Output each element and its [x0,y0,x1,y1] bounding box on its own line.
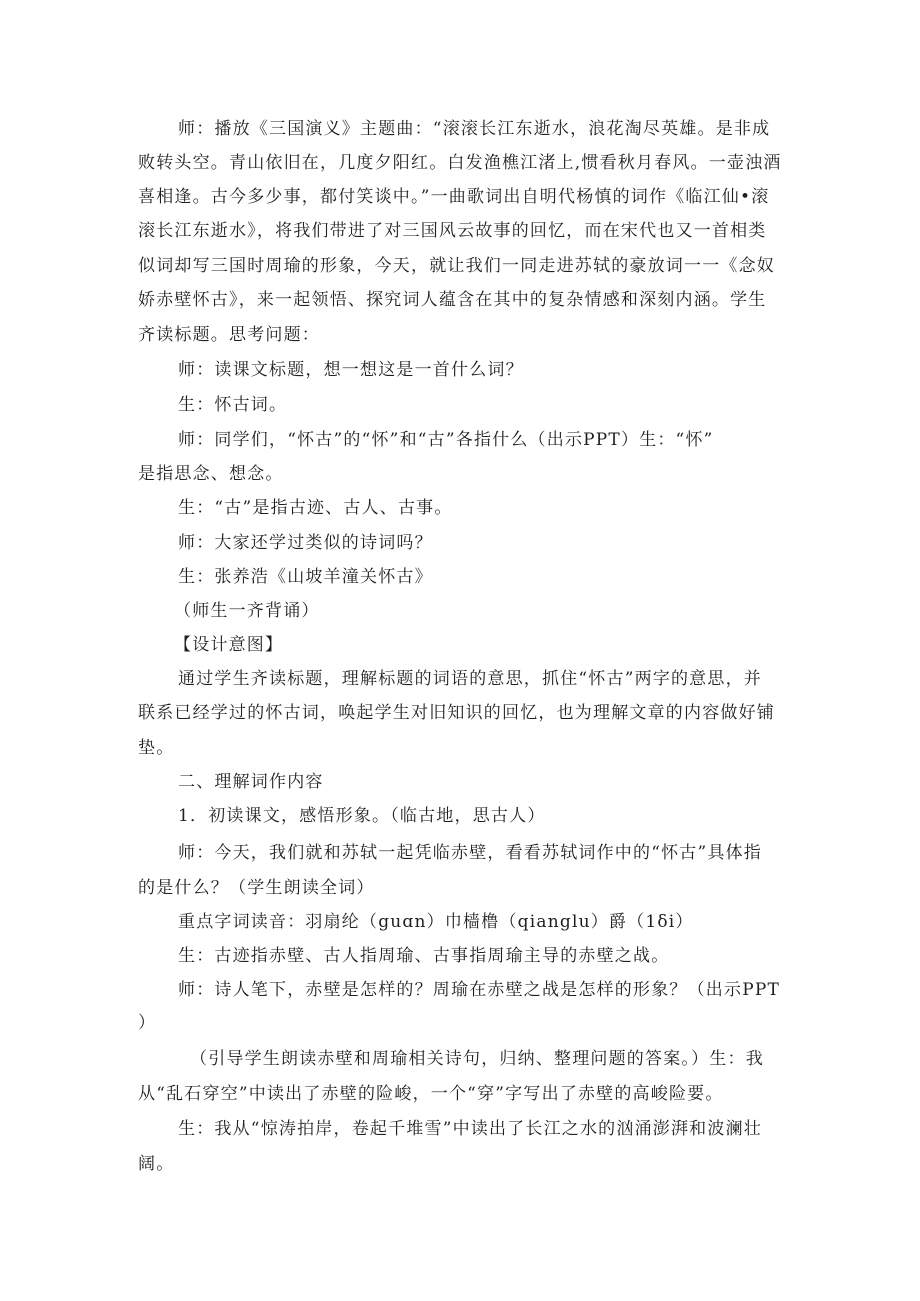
text-line: 败转头空。青山依旧在，几度夕阳红。白发渔樵江渚上,惯看秋月春风。一壶浊酒 [138,153,782,173]
text-line: 师：今天，我们就和苏轼一起凭临赤壁，看看苏轼词作中的“怀古”具体指 [178,843,762,863]
text-line: 从“乱石穿空”中读出了赤壁的险峻，一个“穿”字写出了赤壁的高峻险要。 [138,1084,724,1104]
text-line: 师：播放《三国演义》主题曲：“滚滚长江东逝水，浪花淘尽英雄。是非成 [178,119,771,139]
text-line: 生：我从“惊涛拍岸，卷起千堆雪”中读出了长江之水的汹涌澎湃和波澜壮 [178,1119,762,1139]
text-line: 喜相逢。古今多少事，都付笑谈中。”一曲歌词出自明代杨慎的词作《临江仙•滚 [138,187,770,207]
text-line: 联系已经学过的怀古词，唤起学生对旧知识的回忆，也为理解文章的内容做好铺 [138,703,775,723]
text-line: 通过学生齐读标题，理解标题的词语的意思，抓住“怀古”两字的意思，并 [178,669,762,689]
text-line: 娇赤壁怀古》，来一起领悟、探究词人蕴含在其中的复杂情感和深刻内涵。学生 [138,290,767,310]
text-line: 是指思念、想念。 [138,464,284,484]
text-line: 阔。 [138,1154,175,1174]
section-heading: 二、理解词作内容 [178,772,324,792]
text-line: 似词却写三国时周瑜的形象，今天，就让我们一同走进苏轼的豪放词一一《念奴 [138,256,775,276]
text-line: 师：同学们，“怀古”的“怀”和“古”各指什么（出示PPT）生：“怀” [178,430,714,450]
text-line: 生：怀古词。 [178,395,288,415]
text-line: 垫。 [138,738,175,758]
text-line: 师：诗人笔下，赤壁是怎样的？周瑜在赤壁之战是怎样的形象？（出示PPT [178,980,781,1000]
section-heading: 【设计意图】 [174,635,284,655]
text-line: 齐读标题。思考问题： [138,325,320,345]
text-line: 滚长江东逝水》，将我们带进了对三国风云故事的回忆，而在宋代也又一首相类 [138,221,767,241]
text-line: 重点字词读音：羽扇纶（guɑn）巾樯橹（qianglu）爵（1δi） [178,912,694,932]
text-line: （师生一齐背诵） [174,601,320,621]
text-line: 师：大家还学过类似的诗词吗？ [178,533,433,553]
text-line: 生：古迹指赤壁、古人指周瑜、古事指周瑜主导的赤壁之战。 [178,946,670,966]
text-line: 的是什么？（学生朗读全词） [138,878,375,898]
text-line: 1．初读课文，感悟形象。（临古地，思古人） [178,806,546,826]
text-line: 生：“古”是指古迹、古人、古事。 [178,498,453,518]
text-line: 生：张养浩《山坡羊潼关怀古》 [178,567,433,587]
text-line: ） [138,1013,157,1033]
text-line: （引导学生朗读赤壁和周瑜相关诗句，归纳、整理问题的答案。）生：我 [190,1049,764,1069]
text-line: 师：读课文标题，想一想这是一首什么词？ [178,360,524,380]
